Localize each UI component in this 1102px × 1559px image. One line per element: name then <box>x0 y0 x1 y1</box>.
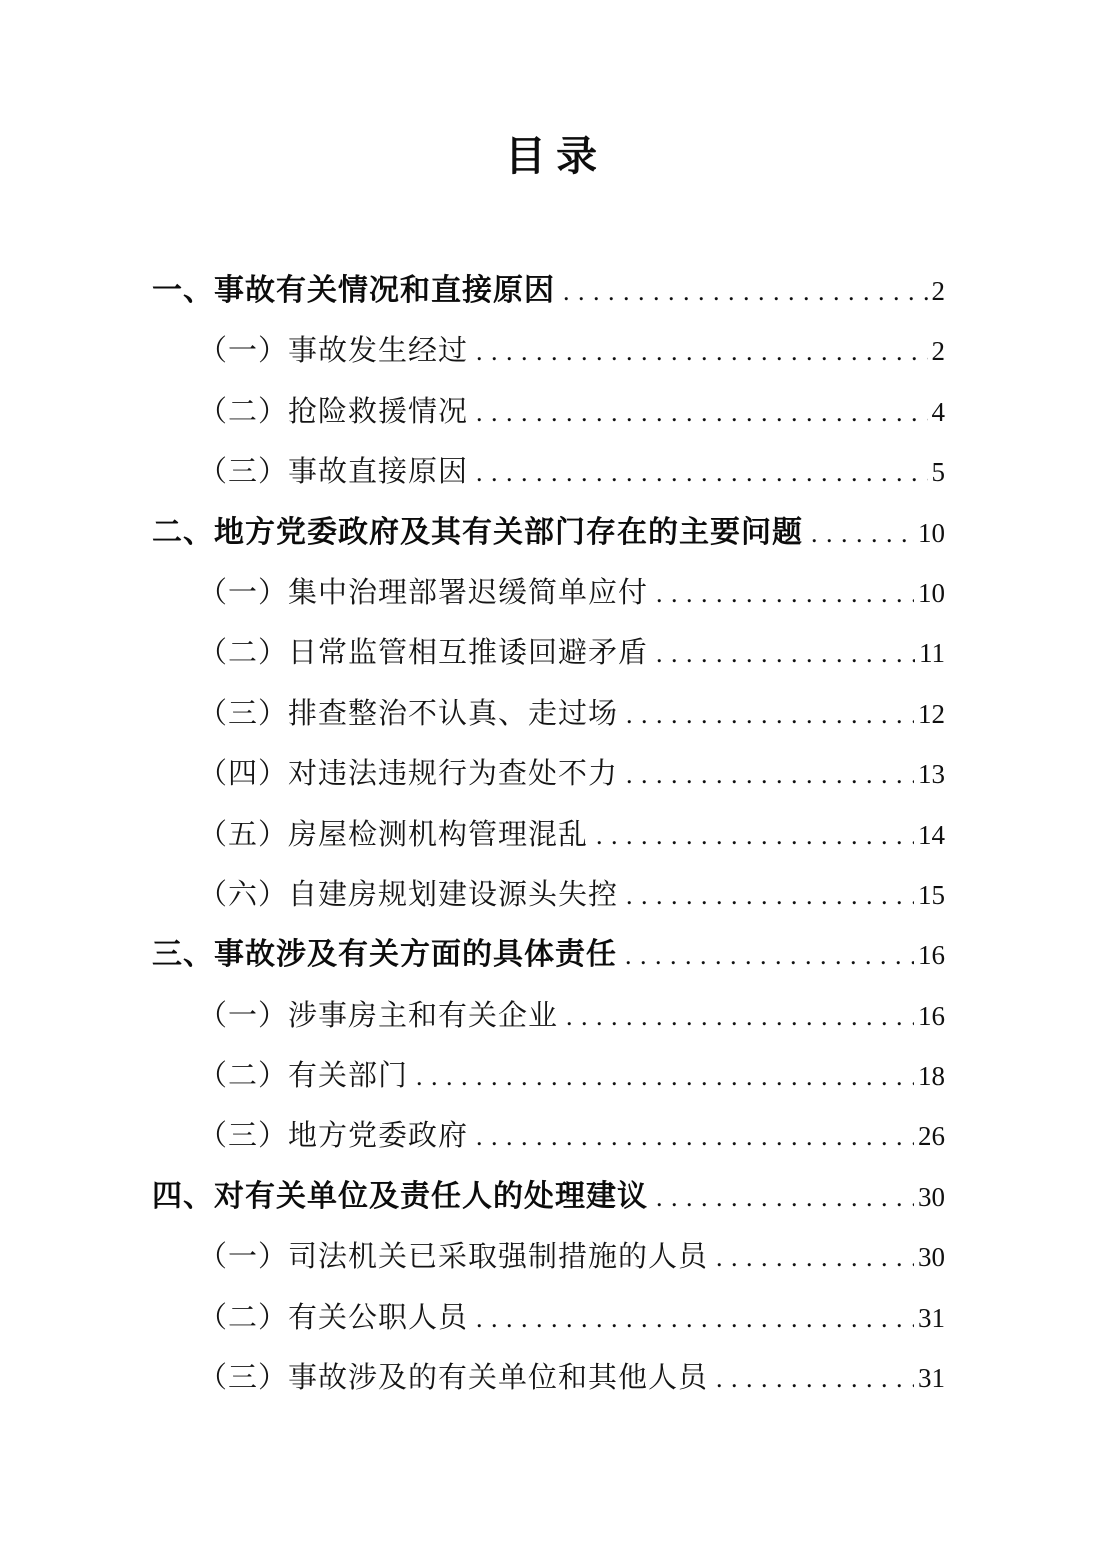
toc-entry-page: 5 <box>931 457 945 488</box>
toc-entry-label: （四）对违法违规行为查处不力 <box>198 758 619 791</box>
toc-entry-page: 2 <box>931 336 945 367</box>
toc-entry-label: （一）集中治理部署迟缓简单应付 <box>198 576 649 609</box>
toc-entry <box>152 261 945 321</box>
toc-entry <box>152 744 945 804</box>
dot-leader <box>716 1349 914 1409</box>
toc-entry-page: 13 <box>918 759 945 790</box>
dot-leader <box>626 685 914 745</box>
toc-entry-label: （五）房屋检测机构管理混乱 <box>198 818 589 851</box>
toc-entry <box>152 1348 945 1408</box>
toc-entry-label: （一）涉事房主和有关企业 <box>198 999 559 1032</box>
toc-entry <box>152 986 945 1046</box>
toc-entry <box>152 805 945 865</box>
toc-entry-label: （三）事故涉及的有关单位和其他人员 <box>198 1362 709 1395</box>
toc-entry-page: 15 <box>918 879 945 910</box>
dot-leader <box>476 383 927 443</box>
dot-leader <box>656 1168 914 1228</box>
toc-entry <box>152 1046 945 1106</box>
toc-entry-label: 一、事故有关情况和直接原因 <box>152 274 555 307</box>
toc-entry-page: 12 <box>918 698 945 729</box>
toc-entry-label: 四、对有关单位及责任人的处理建议 <box>152 1179 648 1213</box>
toc-entry <box>152 865 945 925</box>
dot-leader <box>626 745 914 805</box>
dot-leader <box>625 926 914 986</box>
toc-entry-page: 30 <box>918 1181 945 1212</box>
toc-entry-page: 18 <box>918 1061 945 1092</box>
toc-entry <box>152 563 945 623</box>
toc-entry <box>152 1227 945 1287</box>
toc-entry <box>152 321 945 381</box>
toc-entry-label: （二）抢险救援情况 <box>198 395 469 428</box>
toc-entry-label: （二）有关公职人员 <box>198 1301 469 1334</box>
toc-entry-label: （一）司法机关已采取强制措施的人员 <box>198 1241 709 1274</box>
toc-entry-label: （三）排查整治不认真、走过场 <box>198 697 619 730</box>
toc-entry <box>152 623 945 683</box>
dot-leader <box>811 504 914 564</box>
toc-entry-page: 2 <box>931 276 945 306</box>
toc-entry-label: （三）事故直接原因 <box>198 456 469 489</box>
toc-entry-page: 16 <box>918 940 945 971</box>
toc-entry-label: （一）事故发生经过 <box>198 335 469 368</box>
toc-entry-page: 10 <box>918 517 945 548</box>
dot-leader <box>476 443 927 503</box>
dot-leader <box>626 866 914 926</box>
toc-entry-label: （三）地方党委政府 <box>198 1120 469 1153</box>
toc-entry-page: 26 <box>918 1121 945 1152</box>
toc <box>152 261 945 1408</box>
toc-entry-page: 16 <box>918 1000 945 1031</box>
toc-entry-label: （六）自建房规划建设源头失控 <box>198 878 619 911</box>
dot-leader <box>563 262 928 322</box>
toc-entry <box>152 925 945 985</box>
toc-entry <box>152 382 945 442</box>
dot-leader <box>656 564 914 624</box>
toc-entry <box>152 1167 945 1227</box>
toc-entry <box>152 1106 945 1166</box>
toc-entry-page: 14 <box>918 819 945 850</box>
toc-entry-page: 4 <box>931 396 945 427</box>
dot-leader <box>416 1047 914 1107</box>
toc-entry <box>152 503 945 563</box>
dot-leader <box>476 322 927 382</box>
toc-entry-label: 二、地方党委政府及其有关部门存在的主要问题 <box>152 515 803 549</box>
dot-leader <box>476 1107 914 1167</box>
dot-leader <box>596 806 914 866</box>
toc-entry <box>152 1288 945 1348</box>
page-title: 目 录 <box>504 133 598 179</box>
toc-entry-page: 31 <box>918 1302 945 1333</box>
toc-entry <box>152 442 945 502</box>
toc-entry-label: （二）日常监管相互推诿回避矛盾 <box>198 637 649 670</box>
dot-leader <box>566 987 914 1047</box>
toc-entry-label: （二）有关部门 <box>198 1060 409 1093</box>
toc-entry <box>152 684 945 744</box>
toc-entry-page: 10 <box>918 577 945 608</box>
toc-entry-page: 31 <box>918 1363 945 1394</box>
toc-entry-label: 三、事故涉及有关方面的具体责任 <box>152 938 617 972</box>
dot-leader <box>656 624 915 684</box>
dot-leader <box>476 1289 914 1349</box>
dot-leader <box>716 1228 914 1288</box>
toc-entry-page: 30 <box>918 1242 945 1273</box>
toc-entry-page: 11 <box>919 638 945 669</box>
